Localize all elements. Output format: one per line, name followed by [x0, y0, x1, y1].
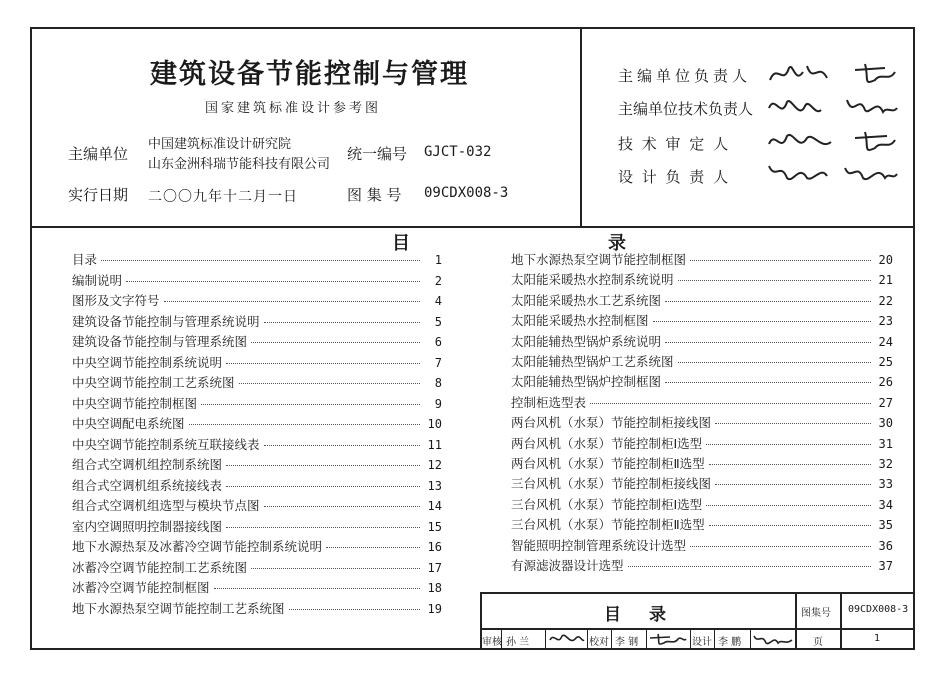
toc-leader-dots — [126, 281, 420, 282]
toc-entry — [511, 291, 893, 309]
toc-entry-page: 32 — [878, 457, 893, 471]
toc-leader-dots — [226, 486, 420, 487]
toc-entry-title: 太阳能采暖热水工艺系统图 — [511, 292, 662, 308]
reviewer-signature — [548, 630, 586, 648]
checker-signature — [648, 630, 688, 648]
toc-entry — [72, 517, 442, 535]
titleblock-top-line — [480, 592, 915, 594]
toc-leader-dots — [189, 424, 420, 425]
toc-leader-dots — [665, 301, 871, 302]
atlas-no: 09CDX008-3 — [424, 185, 509, 201]
toc-entry-title: 太阳能辅热型锅炉控制框图 — [511, 374, 662, 390]
toc-leader-dots — [226, 363, 420, 364]
toc-leader-dots — [709, 525, 871, 526]
editor-unit-1: 中国建筑标准设计研究院 — [148, 137, 292, 152]
toc-entry-title: 三台风机（水泵）节能控制柜Ⅱ选型 — [511, 517, 705, 533]
signoff-role-tech-review: 技 术 审 定 人 — [618, 135, 729, 153]
toc-leader-dots — [214, 588, 420, 589]
toc-entry-page: 30 — [878, 416, 893, 431]
toc-entry — [72, 578, 442, 596]
toc-entry-page: 19 — [427, 601, 442, 616]
page-number: 1 — [874, 633, 881, 644]
toc-entry-page: 11 — [427, 437, 442, 452]
toc-entry-page: 1 — [434, 253, 442, 267]
toc-leader-dots — [665, 342, 871, 343]
signature-chief-unit — [765, 58, 900, 90]
design-label: 设计 — [692, 637, 712, 648]
signature-design-lead — [765, 156, 900, 190]
toc-entry — [511, 352, 893, 370]
titleblock-cell-line — [611, 628, 612, 650]
toc-entry-page: 31 — [878, 436, 893, 451]
toc-entry — [511, 536, 893, 554]
titleblock-cell-line — [690, 628, 691, 650]
toc-entry — [72, 414, 442, 432]
toc-entry-title: 组合式空调机组控制系统图 — [72, 457, 223, 472]
toc-entry — [72, 353, 442, 371]
toc-entry-title: 两台风机（水泵）节能控制柜Ⅰ选型 — [511, 435, 703, 451]
toc-entry — [511, 250, 893, 268]
toc-entry-page: 15 — [427, 519, 442, 534]
toc-entry-page: 36 — [878, 538, 893, 553]
toc-leader-dots — [201, 404, 420, 405]
toc-entry-page: 21 — [878, 273, 893, 288]
titleblock-atlas-value-line — [840, 592, 842, 650]
toc-entry-page: 16 — [427, 540, 442, 554]
unified-no: GJCT-032 — [424, 144, 492, 160]
toc-leader-dots — [690, 260, 871, 261]
titleblock-atlas-label: 图集号 — [801, 608, 831, 619]
toc-entry-title: 冰蓄冷空调节能控制框图 — [72, 580, 210, 595]
page-title: 建筑设备节能控制与管理 — [150, 59, 469, 90]
editor-label: 主编单位 — [68, 145, 129, 163]
toc-entry-title: 中央空调节能控制框图 — [72, 395, 198, 411]
toc-entry — [511, 393, 893, 411]
toc-entry-page: 7 — [434, 355, 442, 370]
toc-entry-title: 太阳能采暖热水控制框图 — [511, 313, 649, 329]
titleblock-cell-line — [646, 628, 647, 650]
toc-leader-dots — [251, 342, 420, 343]
toc-entry-title: 控制柜选型表 — [511, 394, 587, 410]
implementation-date: 二〇〇九年十二月一日 — [148, 189, 298, 205]
checker-name: 李 钢 — [615, 637, 639, 648]
toc-entry — [72, 312, 442, 330]
signature-tech-chief — [765, 90, 900, 124]
toc-entry-title: 建筑设备节能控制与管理系统图 — [72, 334, 248, 349]
toc-entry-page: 10 — [427, 417, 442, 431]
toc-entry — [72, 558, 442, 576]
toc-leader-dots — [326, 547, 420, 548]
header-divider — [30, 226, 915, 228]
toc-entry-page: 2 — [434, 273, 442, 288]
toc-entry — [72, 599, 442, 617]
signature-tech-review — [765, 124, 900, 158]
toc-leader-dots — [678, 280, 871, 281]
toc-entry-page: 20 — [878, 253, 893, 267]
toc-entry-page: 6 — [434, 335, 442, 349]
toc-entry-page: 5 — [434, 314, 442, 329]
page-subtitle: 国家建筑标准设计参考图 — [205, 101, 382, 116]
toc-leader-dots — [690, 546, 871, 547]
titleblock-cell-line — [545, 628, 546, 650]
editor-unit-2: 山东金洲科瑞节能科技有限公司 — [148, 157, 331, 172]
toc-entry-page: 27 — [878, 395, 893, 410]
toc-entry-title: 智能照明控制管理系统设计选型 — [511, 537, 687, 553]
toc-leader-dots — [101, 260, 420, 261]
toc-entry-page: 12 — [427, 458, 442, 472]
toc-entry — [511, 434, 893, 452]
toc-entry-title: 地下水源热泵空调节能控制工艺系统图 — [72, 600, 285, 616]
toc-leader-dots — [706, 505, 871, 506]
toc-entry — [72, 476, 442, 494]
toc-entry-title: 太阳能辅热型锅炉工艺系统图 — [511, 354, 674, 369]
toc-entry — [511, 474, 893, 492]
toc-entry-title: 两台风机（水泵）节能控制柜接线图 — [511, 415, 712, 431]
toc-entry — [72, 271, 442, 289]
toc-leader-dots — [264, 322, 420, 323]
toc-entry — [511, 311, 893, 329]
toc-entry-title: 建筑设备节能控制与管理系统说明 — [72, 313, 260, 329]
unified-no-label: 统一编号 — [347, 145, 408, 163]
toc-entry-title: 三台风机（水泵）节能控制柜Ⅰ选型 — [511, 496, 703, 512]
designer-name: 李 鹏 — [718, 637, 742, 648]
toc-entry-page: 13 — [427, 478, 442, 493]
signoff-role-chief-unit: 主编单位负责人 — [618, 67, 752, 85]
toc-leader-dots — [715, 484, 871, 485]
signature-divider — [580, 27, 582, 227]
page-label: 页 — [813, 637, 823, 648]
toc-entry-page: 4 — [434, 294, 442, 308]
toc-entry-page: 24 — [878, 334, 893, 349]
toc-entry-title: 地下水源热泵空调节能控制框图 — [511, 252, 687, 267]
toc-entry-page: 25 — [878, 355, 893, 369]
titleblock-cell-line — [750, 628, 751, 650]
toc-entry-page: 17 — [427, 560, 442, 575]
toc-entry-title: 地下水源热泵及冰蓄冷空调节能控制系统说明 — [72, 539, 323, 554]
toc-entry-page: 34 — [878, 497, 893, 512]
toc-entry-page: 37 — [878, 559, 893, 573]
toc-leader-dots — [264, 506, 420, 507]
toc-leader-dots — [715, 423, 871, 424]
toc-leader-dots — [289, 609, 420, 610]
toc-entry-title: 太阳能采暖热水控制系统说明 — [511, 272, 674, 288]
toc-entry — [511, 556, 893, 574]
toc-entry-title: 中央空调节能控制系统互联接线表 — [72, 436, 260, 452]
toc-entry — [72, 496, 442, 514]
toc-entry-title: 编制说明 — [72, 272, 123, 288]
toc-entry — [511, 270, 893, 288]
titleblock-atlas-line — [795, 592, 797, 650]
toc-entry-title: 冰蓄冷空调节能控制工艺系统图 — [72, 559, 248, 575]
toc-leader-dots — [706, 444, 871, 445]
toc-entry-page: 22 — [878, 293, 893, 308]
toc-entry-title: 中央空调节能控制系统说明 — [72, 354, 223, 370]
toc-leader-dots — [678, 362, 871, 363]
toc-entry-title: 三台风机（水泵）节能控制柜接线图 — [511, 476, 712, 492]
reviewer-name: 孙 兰 — [506, 637, 530, 648]
toc-leader-dots — [251, 568, 420, 569]
review-label: 审核 — [482, 637, 502, 648]
toc-leader-dots — [226, 527, 420, 528]
toc-leader-dots — [628, 566, 871, 567]
toc-entry-page: 26 — [878, 375, 893, 390]
toc-entry-title: 中央空调节能控制工艺系统图 — [72, 375, 235, 390]
toc-entry-title: 目录 — [72, 252, 98, 267]
toc-entry-page: 14 — [427, 499, 442, 513]
toc-leader-dots — [264, 445, 420, 446]
toc-entry — [511, 372, 893, 390]
toc-entry-title: 室内空调照明控制器接线图 — [72, 518, 223, 534]
check-label: 校对 — [589, 637, 609, 648]
toc-entry — [511, 515, 893, 533]
toc-heading: 目 录 — [392, 233, 626, 254]
toc-entry-title: 中央空调配电系统图 — [72, 416, 185, 431]
toc-entry — [72, 537, 442, 555]
toc-entry — [72, 455, 442, 473]
toc-entry — [72, 373, 442, 391]
atlas-no-label: 图 集 号 — [347, 186, 402, 204]
toc-leader-dots — [709, 464, 871, 465]
toc-leader-dots — [239, 383, 420, 384]
titleblock-cell-line — [714, 628, 715, 650]
toc-entry — [72, 250, 442, 268]
toc-entry — [511, 495, 893, 513]
toc-entry-page: 9 — [434, 396, 442, 411]
toc-leader-dots — [653, 321, 871, 322]
toc-entry-title: 图形及文字符号 — [72, 293, 160, 308]
titleblock-title: 目录 — [604, 605, 694, 625]
toc-entry-page: 33 — [878, 477, 893, 492]
toc-entry — [72, 435, 442, 453]
toc-entry-title: 有源滤波器设计选型 — [511, 558, 624, 573]
toc-entry-page: 23 — [878, 314, 893, 329]
titleblock-cell-line — [587, 628, 588, 650]
toc-leader-dots — [164, 301, 420, 302]
toc-entry-title: 两台风机（水泵）节能控制柜Ⅱ选型 — [511, 456, 705, 471]
toc-entry — [511, 454, 893, 472]
designer-signature — [752, 630, 794, 648]
toc-entry-title: 组合式空调机组系统接线表 — [72, 477, 223, 493]
toc-entry-page: 18 — [427, 581, 442, 595]
toc-entry — [72, 394, 442, 412]
signoff-role-tech-chief: 主编单位技术负责人 — [618, 100, 754, 118]
toc-leader-dots — [590, 403, 871, 404]
toc-entry — [72, 291, 442, 309]
toc-entry-title: 组合式空调机组选型与模块节点图 — [72, 498, 260, 513]
date-label: 实行日期 — [68, 186, 129, 204]
toc-entry — [511, 413, 893, 431]
signoff-role-design-lead: 设 计 负 责 人 — [618, 168, 729, 186]
toc-entry — [511, 332, 893, 350]
toc-leader-dots — [665, 382, 871, 383]
toc-leader-dots — [226, 465, 420, 466]
toc-entry-title: 太阳能辅热型锅炉系统说明 — [511, 333, 662, 349]
titleblock-atlas-no: 09CDX008-3 — [848, 604, 909, 615]
toc-entry-page: 35 — [878, 518, 893, 533]
toc-entry-page: 8 — [434, 376, 442, 390]
toc-entry — [72, 332, 442, 350]
